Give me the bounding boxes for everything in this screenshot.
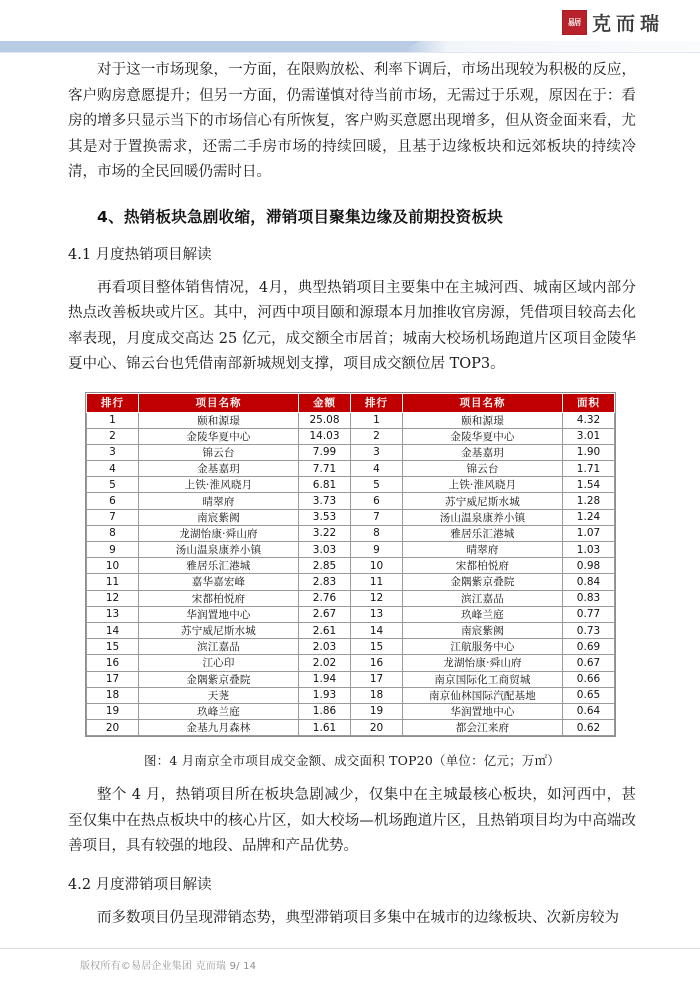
page-footer <box>80 957 256 972</box>
col-header-rank-right: 排行 <box>351 393 403 412</box>
cell-project-name-right: 滨江嘉品 <box>403 590 563 606</box>
cell-project-name-right: 南京仙林国际汽配基地 <box>403 687 563 703</box>
table-caption: 图：4 月南京全市项目成交金额、成交面积 TOP20（单位：亿元；万㎡） <box>143 753 560 769</box>
cell-rank-left: 17 <box>87 671 139 687</box>
cell-area: 0.83 <box>563 590 615 606</box>
col-header-rank-left: 排行 <box>87 393 139 412</box>
cell-rank-left: 5 <box>87 477 139 493</box>
cell-rank-right: 1 <box>351 412 403 428</box>
cell-project-name-right: 上铁·淮风晓月 <box>403 477 563 493</box>
cell-project-name-left: 嘉华嘉宏峰 <box>139 574 299 590</box>
cell-project-name-left: 金陵华夏中心 <box>139 428 299 444</box>
cell-area: 0.62 <box>563 720 615 736</box>
cell-area: 0.98 <box>563 558 615 574</box>
footer-divider <box>0 948 700 949</box>
cell-project-name-right: 龙湖怡康·舜山府 <box>403 655 563 671</box>
cell-project-name-right: 玖峰兰庭 <box>403 606 563 622</box>
brand-logo <box>562 9 664 36</box>
cell-rank-left: 1 <box>87 412 139 428</box>
cell-rank-right: 19 <box>351 703 403 719</box>
seal-text: 易居 <box>568 17 581 27</box>
cell-rank-left: 2 <box>87 428 139 444</box>
col-header-area: 面积 <box>563 393 615 412</box>
cell-project-name-right: 宋都柏悦府 <box>403 558 563 574</box>
cell-area: 4.32 <box>563 412 615 428</box>
cell-amount: 2.85 <box>299 558 351 574</box>
header-band-accent <box>0 41 420 52</box>
cell-area: 0.84 <box>563 574 615 590</box>
cell-rank-left: 11 <box>87 574 139 590</box>
table-row <box>87 428 615 444</box>
table-body <box>87 412 615 736</box>
paragraph-2: 再看项目整体销售情况，4月，典型热销项目主要集中在主城河西、城南区域内部分热点改善板块或片区。其中，河西中项目颐和源璟本月加推收官房源，凭借项目较高去化率表现，月度成交高达 25 亿元，成交额全市居首；城南大校场机场跑道片区项目金陵华夏中心、锦云台也凭借南部新城规划支撑，项目成交额位居 TOP3。 <box>68 279 636 372</box>
cell-area: 1.24 <box>563 509 615 525</box>
cell-rank-left: 8 <box>87 525 139 541</box>
cell-area: 0.64 <box>563 703 615 719</box>
cell-project-name-right: 南宸紫阙 <box>403 622 563 638</box>
cell-rank-left: 9 <box>87 542 139 558</box>
header-divider <box>0 52 700 53</box>
cell-project-name-left: 金基九月森林 <box>139 720 299 736</box>
cell-amount: 2.61 <box>299 622 351 638</box>
table-header-row <box>87 393 615 412</box>
table-row <box>87 655 615 671</box>
cell-project-name-right: 都会江来府 <box>403 720 563 736</box>
cell-rank-left: 10 <box>87 558 139 574</box>
cell-area: 1.54 <box>563 477 615 493</box>
cell-project-name-left: 江心印 <box>139 655 299 671</box>
cell-rank-left: 14 <box>87 622 139 638</box>
cell-project-name-right: 雅居乐汇港城 <box>403 525 563 541</box>
cell-amount: 7.71 <box>299 461 351 477</box>
cell-amount: 3.22 <box>299 525 351 541</box>
cell-project-name-right: 金陵华夏中心 <box>403 428 563 444</box>
cell-project-name-left: 玖峰兰庭 <box>139 703 299 719</box>
cell-rank-right: 10 <box>351 558 403 574</box>
table-row <box>87 703 615 719</box>
ranking-table <box>86 393 615 737</box>
cell-project-name-right: 金基嘉玥 <box>403 444 563 460</box>
cell-area: 1.07 <box>563 525 615 541</box>
seal-stamp-icon <box>562 10 587 35</box>
cell-area: 0.73 <box>563 622 615 638</box>
cell-project-name-right: 汤山温泉康养小镇 <box>403 509 563 525</box>
table-row <box>87 687 615 703</box>
table-row <box>87 558 615 574</box>
cell-area: 0.69 <box>563 639 615 655</box>
cell-amount: 3.53 <box>299 509 351 525</box>
subsection-heading-42: 4.2 月度滞销项目解读 <box>68 876 212 893</box>
table-row <box>87 493 615 509</box>
cell-rank-right: 5 <box>351 477 403 493</box>
cell-rank-left: 15 <box>87 639 139 655</box>
cell-amount: 1.86 <box>299 703 351 719</box>
cell-amount: 2.02 <box>299 655 351 671</box>
cell-rank-right: 3 <box>351 444 403 460</box>
cell-rank-left: 4 <box>87 461 139 477</box>
cell-project-name-left: 天荛 <box>139 687 299 703</box>
paragraph-3: 整个 4 月，热销项目所在板块急剧减少，仅集中在主城最核心板块，如河西中，甚至仅集中在热点板块中的核心片区，如大校场—机场跑道片区，且热销项目均为中高端改善项目，具有较强的地段、品牌和产品优势。 <box>68 787 636 855</box>
cell-project-name-left: 上铁·淮风晓月 <box>139 477 299 493</box>
cell-rank-left: 6 <box>87 493 139 509</box>
cell-area: 1.28 <box>563 493 615 509</box>
cell-project-name-left: 华润置地中心 <box>139 606 299 622</box>
brand-name: 克而瑞 <box>591 13 664 35</box>
cell-rank-left: 20 <box>87 720 139 736</box>
cell-amount: 2.83 <box>299 574 351 590</box>
cell-area: 1.03 <box>563 542 615 558</box>
cell-rank-left: 12 <box>87 590 139 606</box>
cell-amount: 3.03 <box>299 542 351 558</box>
col-header-amount: 金额 <box>299 393 351 412</box>
cell-rank-left: 18 <box>87 687 139 703</box>
cell-rank-right: 14 <box>351 622 403 638</box>
cell-area: 1.90 <box>563 444 615 460</box>
cell-area: 0.66 <box>563 671 615 687</box>
table-row <box>87 720 615 736</box>
cell-rank-right: 18 <box>351 687 403 703</box>
cell-project-name-left: 南宸紫阙 <box>139 509 299 525</box>
table-row <box>87 509 615 525</box>
section-heading-4: 4、热销板块急剧收缩，滞销项目聚集边缘及前期投资板块 <box>97 207 504 226</box>
cell-rank-left: 19 <box>87 703 139 719</box>
table-row <box>87 622 615 638</box>
cell-amount: 2.76 <box>299 590 351 606</box>
subsection-heading-41: 4.1 月度热销项目解读 <box>68 246 212 263</box>
cell-amount: 3.73 <box>299 493 351 509</box>
cell-project-name-left: 宋都柏悦府 <box>139 590 299 606</box>
cell-project-name-left: 苏宁威尼斯水城 <box>139 622 299 638</box>
table-row <box>87 590 615 606</box>
cell-rank-right: 9 <box>351 542 403 558</box>
cell-rank-right: 12 <box>351 590 403 606</box>
cell-amount: 1.61 <box>299 720 351 736</box>
table-row <box>87 412 615 428</box>
cell-project-name-right: 江航服务中心 <box>403 639 563 655</box>
cell-rank-right: 11 <box>351 574 403 590</box>
cell-amount: 6.81 <box>299 477 351 493</box>
table-row <box>87 606 615 622</box>
cell-project-name-right: 晴翠府 <box>403 542 563 558</box>
table-row <box>87 574 615 590</box>
col-header-name-right: 项目名称 <box>403 393 563 412</box>
cell-project-name-right: 华润置地中心 <box>403 703 563 719</box>
cell-rank-left: 13 <box>87 606 139 622</box>
cell-project-name-left: 雅居乐汇港城 <box>139 558 299 574</box>
cell-amount: 2.67 <box>299 606 351 622</box>
cell-rank-right: 6 <box>351 493 403 509</box>
cell-project-name-left: 颐和源璟 <box>139 412 299 428</box>
cell-area: 0.67 <box>563 655 615 671</box>
cell-rank-right: 15 <box>351 639 403 655</box>
footer-page-number: 9/ 14 <box>229 961 257 972</box>
cell-amount: 7.99 <box>299 444 351 460</box>
cell-project-name-left: 金隅紫京叠院 <box>139 671 299 687</box>
cell-rank-left: 7 <box>87 509 139 525</box>
table-row <box>87 525 615 541</box>
cell-rank-right: 16 <box>351 655 403 671</box>
cell-project-name-left: 锦云台 <box>139 444 299 460</box>
cell-project-name-left: 金基嘉玥 <box>139 461 299 477</box>
cell-project-name-left: 龙湖怡康·舜山府 <box>139 525 299 541</box>
cell-rank-left: 16 <box>87 655 139 671</box>
cell-project-name-right: 金隅紫京叠院 <box>403 574 563 590</box>
cell-rank-left: 3 <box>87 444 139 460</box>
table-row <box>87 671 615 687</box>
cell-area: 0.77 <box>563 606 615 622</box>
table-row <box>87 477 615 493</box>
cell-area: 0.65 <box>563 687 615 703</box>
table-row <box>87 542 615 558</box>
cell-rank-right: 20 <box>351 720 403 736</box>
cell-amount: 1.93 <box>299 687 351 703</box>
cell-rank-right: 2 <box>351 428 403 444</box>
page-header <box>0 0 700 52</box>
cell-area: 1.71 <box>563 461 615 477</box>
cell-area: 3.01 <box>563 428 615 444</box>
cell-amount: 2.03 <box>299 639 351 655</box>
cell-project-name-right: 南京国际化工商贸城 <box>403 671 563 687</box>
cell-project-name-right: 颐和源璟 <box>403 412 563 428</box>
col-header-name-left: 项目名称 <box>139 393 299 412</box>
cell-rank-right: 8 <box>351 525 403 541</box>
cell-project-name-right: 锦云台 <box>403 461 563 477</box>
cell-rank-right: 4 <box>351 461 403 477</box>
table-row <box>87 639 615 655</box>
table-row <box>87 461 615 477</box>
cell-amount: 1.94 <box>299 671 351 687</box>
cell-rank-right: 17 <box>351 671 403 687</box>
cell-project-name-left: 汤山温泉康养小镇 <box>139 542 299 558</box>
cell-project-name-left: 滨江嘉品 <box>139 639 299 655</box>
cell-project-name-right: 苏宁威尼斯水城 <box>403 493 563 509</box>
cell-rank-right: 13 <box>351 606 403 622</box>
ranking-table-wrap <box>85 392 613 742</box>
footer-copyright: 版权所有©易居企业集团 克而瑞 <box>80 961 227 972</box>
paragraph-4: 而多数项目仍呈现滞销态势，典型滞销项目多集中在城市的边缘板块、次新房较为 <box>97 909 619 926</box>
cell-amount: 25.08 <box>299 412 351 428</box>
cell-project-name-left: 晴翠府 <box>139 493 299 509</box>
paragraph-1: 对于这一市场现象，一方面，在限购放松、利率下调后，市场出现较为积极的反应，客户购房意愿提升；但另一方面，仍需谨慎对待当前市场，无需过于乐观，原因在于：看房的增多只显示当下的市场信心有所恢复，客户购买意愿出现增多，但从资金面来看，尤其是对于置换需求，还需二手房市场的持续回暖，且基于边缘板块和远郊板块的持续冷清，市场的全民回暖仍需时日。 <box>68 62 636 180</box>
cell-rank-right: 7 <box>351 509 403 525</box>
cell-amount: 14.03 <box>299 428 351 444</box>
table-row <box>87 444 615 460</box>
page-content <box>68 58 636 931</box>
